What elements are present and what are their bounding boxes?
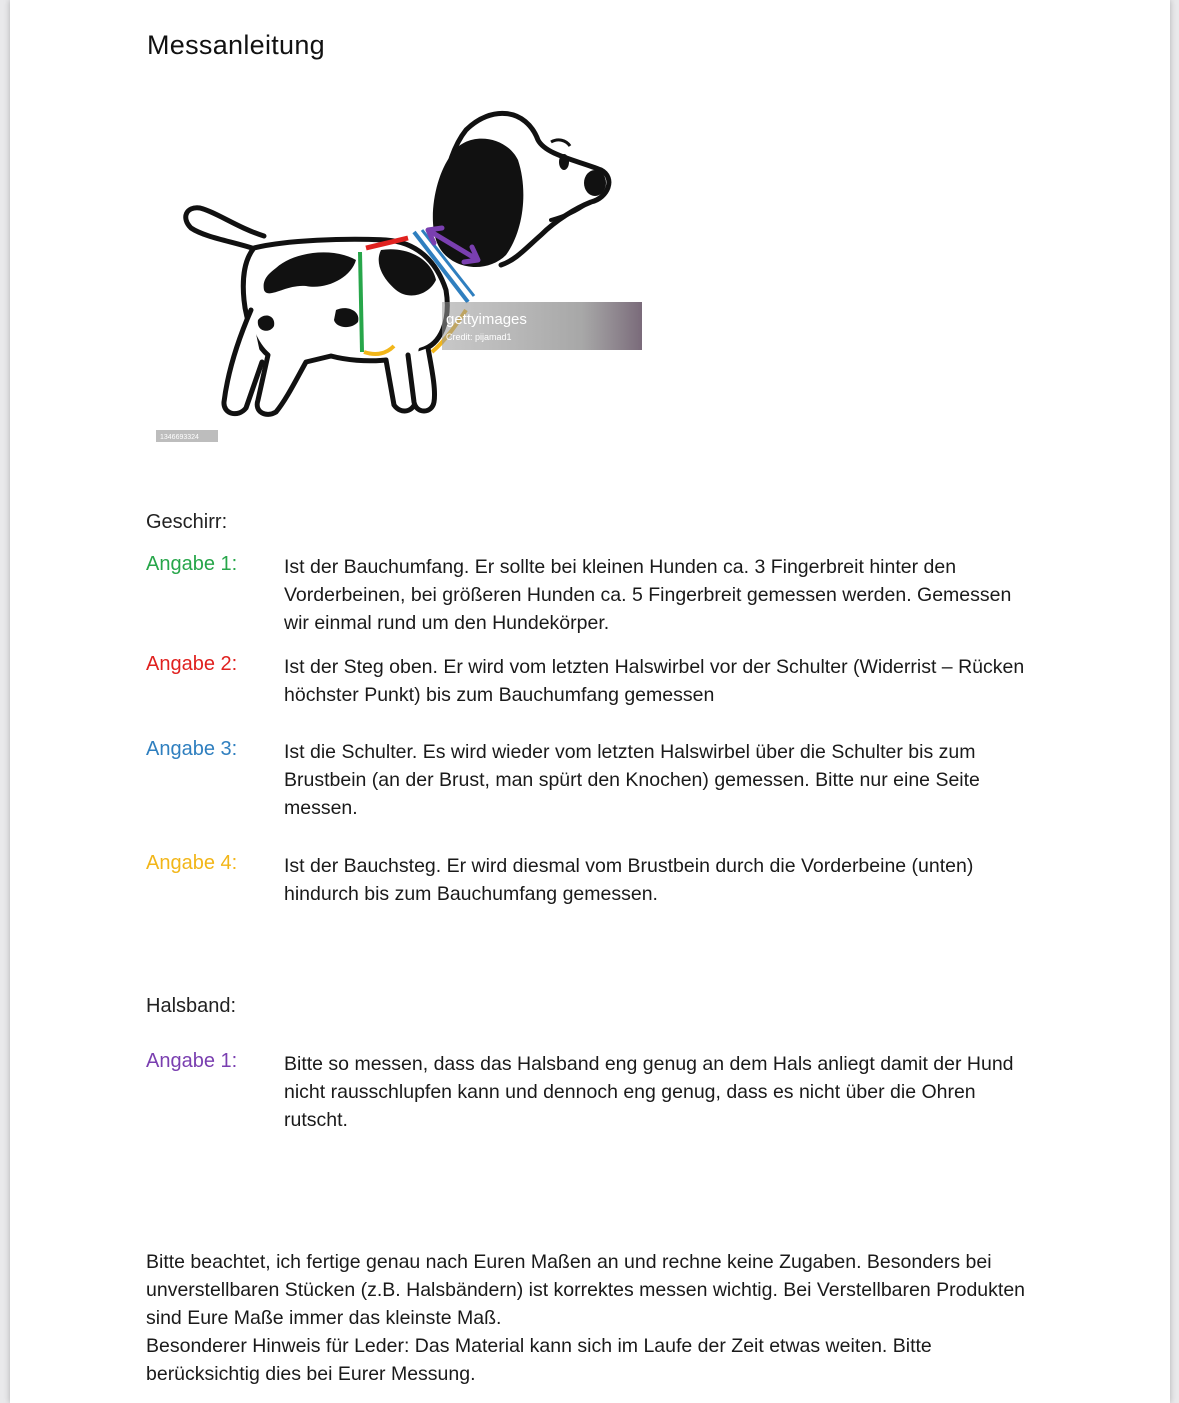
collar-heading: Halsband: [146, 995, 237, 1017]
harness-entry-2-label: Angabe 2: [146, 653, 238, 675]
harness-heading: Geschirr: [146, 511, 228, 533]
harness-entry-1-label: Angabe 1: [146, 553, 238, 575]
document-title: Messanleitung [147, 30, 326, 60]
green-measure-line [360, 252, 362, 352]
note-paragraph-1: Bitte beachtet, ich fertige genau nach Euren Maßen an und rechne keine Zugaben. Besonders bei unverstellbaren Stücken (z.B. Halsbändern) ist korrektes messen wichtig. Bei Verstellbaren Produkten sind Eure Maße immer das kleinste Maß. [146, 1251, 1026, 1329]
document-page [10, 0, 1170, 1403]
note-paragraph-2: Besonderer Hinweis für Leder: Das Material kann sich im Laufe der Zeit etwas weiten. Bitte berücksichtig dies bei Eurer Messung. [146, 1335, 932, 1385]
collar-entry-1-text: Bitte so messen, dass das Halsband eng genug an dem Hals anliegt damit der Hund nicht rausschlupfen kann und dennoch eng genug, dass es nicht über die Ohren rutscht. [284, 1053, 1014, 1131]
watermark-credit: Credit: pijamad1 [446, 332, 512, 342]
dog-illustration-svg [146, 100, 646, 450]
harness-entry-3-label: Angabe 3: [146, 738, 238, 760]
watermark-brand: gettyimages [446, 311, 527, 328]
dog-measurement-illustration [146, 100, 646, 450]
harness-entry-4-label: Angabe 4: [146, 852, 238, 874]
harness-entry-2-text: Ist der Steg oben. Er wird vom letzten Halswirbel vor der Schulter (Widerrist – Rücken höchster Punkt) bis zum Bauchumfang gemessen [284, 656, 1025, 706]
image-id-text: 1346693324 [160, 434, 199, 441]
harness-entry-3-text: Ist die Schulter. Es wird wieder vom letzten Halswirbel über die Schulter bis zum Brustbein (an der Brust, man spürt den Knochen) gemessen. Bitte nur eine Seite messen. [284, 741, 980, 819]
harness-entry-4-text: Ist der Bauchsteg. Er wird diesmal vom Brustbein durch die Vorderbeine (unten) hindurch bis zum Bauchumfang gemessen. [284, 855, 974, 905]
collar-entry-1-label: Angabe 1: [146, 1050, 238, 1072]
harness-entry-1-text: Ist der Bauchumfang. Er sollte bei kleinen Hunden ca. 3 Fingerbreit hinter den Vorderbeinen, bei größeren Hunden ca. 5 Fingerbreit gemessen werden. Gemessen wir einmal rund um den Hundekörper. [284, 556, 1012, 634]
